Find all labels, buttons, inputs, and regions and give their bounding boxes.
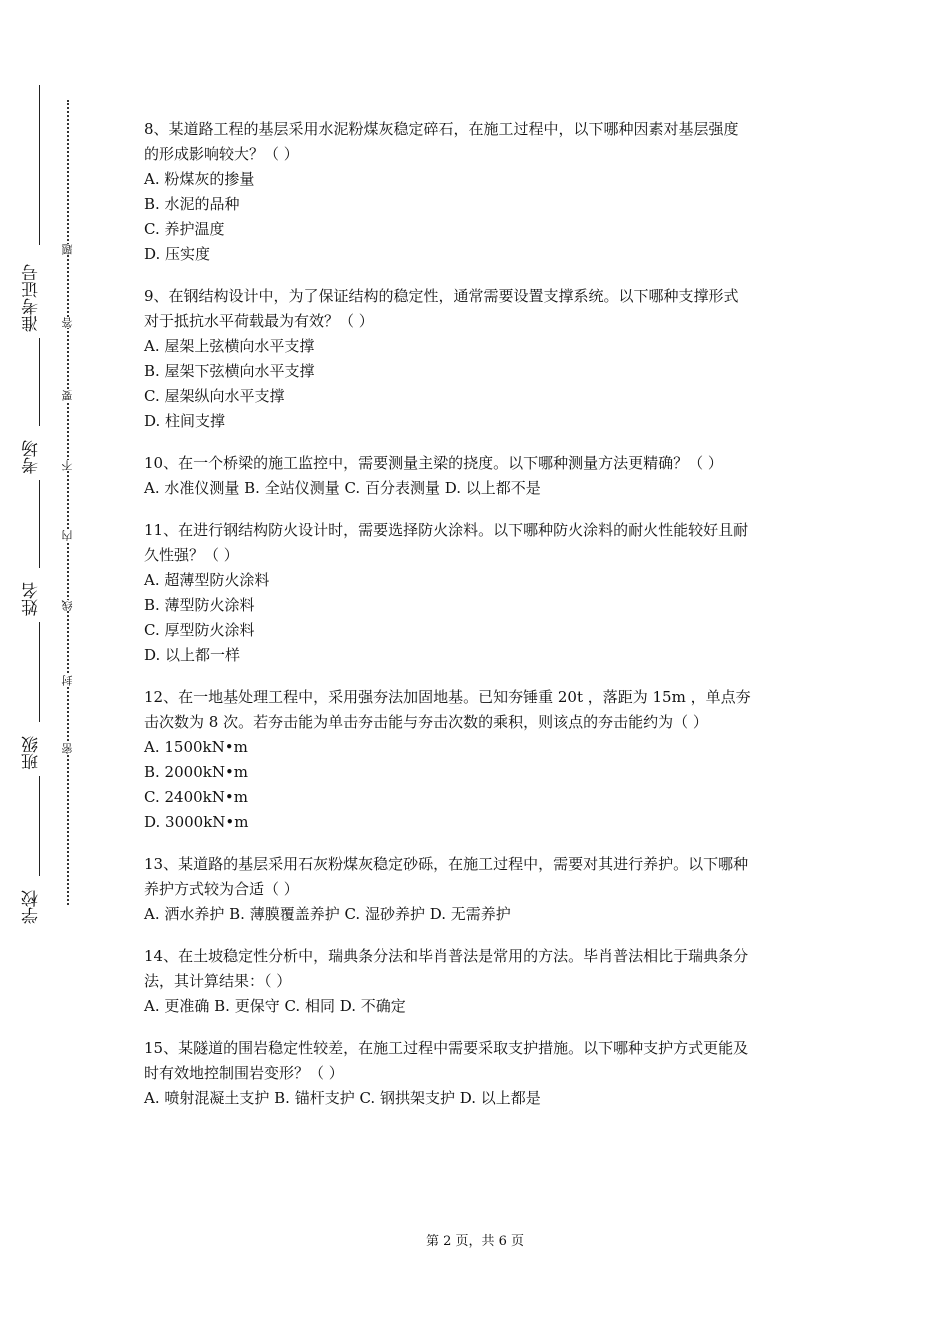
option-a: A. 1500kN•m (144, 738, 248, 756)
option-a: A. 粉煤灰的掺量 (144, 170, 255, 188)
questions-body (144, 117, 816, 1128)
margin-line (39, 480, 40, 568)
margin-line (39, 622, 40, 722)
option-d: D. 以上都一样 (144, 646, 241, 664)
question-line: 10、在一个桥梁的施工监控中，需要测量主梁的挠度。以下哪种测量方法更精确？（ ） (144, 454, 723, 472)
seal-char: 题 (61, 244, 74, 255)
question-11 (144, 518, 816, 668)
question-line: 击次数为 8 次。若夯击能为单击夯击能与夯击次数的乘积，则该点的夯击能约为（ ） (144, 713, 708, 731)
margin-line (39, 85, 40, 245)
name-label: 姓名 (22, 582, 42, 616)
option-d: D. 3000kN•m (144, 813, 249, 831)
exam-site-label: 考场 (22, 440, 42, 474)
seal-dotted-line (67, 100, 69, 905)
option-d: D. 压实度 (144, 245, 211, 263)
question-line: 12、在一地基处理工程中，采用强夯法加固地基。已知夯锤重 20t ，落距为 15m ，单点夯 (144, 688, 751, 706)
question-10 (144, 451, 816, 501)
school-label: 学校 (22, 890, 42, 924)
question-line: 时有效地控制围岩变形？（ ） (144, 1064, 344, 1082)
seal-char: 线 (61, 600, 74, 611)
question-line: 14、在土坡稳定性分析中，瑞典条分法和毕肖普法是常用的方法。毕肖普法相比于瑞典条分 (144, 947, 749, 965)
option-c: C. 厚型防火涂料 (144, 621, 255, 639)
option-c: C. 屋架纵向水平支撑 (144, 387, 285, 405)
options-inline: A. 洒水养护 B. 薄膜覆盖养护 C. 湿砂养护 D. 无需养护 (144, 905, 511, 923)
question-line: 久性强？（ ） (144, 546, 239, 564)
option-b: B. 薄型防火涂料 (144, 596, 255, 614)
question-9 (144, 284, 816, 434)
question-14 (144, 944, 816, 1019)
question-line: 15、某隧道的围岩稳定性较差，在施工过程中需要采取支护措施。以下哪种支护方式更能及 (144, 1039, 749, 1057)
question-line: 法，其计算结果：（ ） (144, 972, 292, 990)
option-a: A. 屋架上弦横向水平支撑 (144, 337, 315, 355)
question-13 (144, 852, 816, 927)
margin-line (39, 338, 40, 426)
question-8 (144, 117, 816, 267)
options-inline: A. 更准确 B. 更保守 C. 相同 D. 不确定 (144, 997, 406, 1015)
question-12 (144, 685, 816, 835)
page-footer: 第 2 页，共 6 页 (425, 1234, 525, 1249)
options-inline: A. 喷射混凝土支护 B. 锚杆支护 C. 钢拱架支护 D. 以上都是 (144, 1089, 541, 1107)
exam-id-label: 准考证号 (22, 264, 42, 332)
option-c: C. 2400kN•m (144, 788, 248, 806)
seal-char: 密 (61, 743, 74, 754)
seal-char: 封 (61, 675, 74, 686)
question-line: 9、在钢结构设计中，为了保证结构的稳定性，通常需要设置支撑系统。以下哪种支撑形式 (144, 287, 739, 305)
question-line: 8、某道路工程的基层采用水泥粉煤灰稳定碎石，在施工过程中，以下哪种因素对基层强度 (144, 120, 739, 138)
option-b: B. 2000kN•m (144, 763, 249, 781)
options-inline: A. 水准仪测量 B. 全站仪测量 C. 百分表测量 D. 以上都不是 (144, 479, 541, 497)
class-label: 班级 (22, 736, 42, 770)
margin-line (39, 776, 40, 876)
seal-char: 答 (61, 317, 74, 328)
seal-char: 不 (61, 460, 74, 471)
option-a: A. 超薄型防火涂料 (144, 571, 270, 589)
question-line: 13、某道路的基层采用石灰粉煤灰稳定砂砾，在施工过程中，需要对其进行养护。以下哪种 (144, 855, 749, 873)
question-line: 对于抵抗水平荷载最为有效？（ ） (144, 312, 374, 330)
option-c: C. 养护温度 (144, 220, 225, 238)
option-d: D. 柱间支撑 (144, 412, 226, 430)
question-line: 的形成影响较大？（ ） (144, 145, 299, 163)
question-line: 养护方式较为合适（ ） (144, 880, 299, 898)
seal-char: 要 (61, 390, 74, 401)
option-b: B. 屋架下弦横向水平支撑 (144, 362, 315, 380)
question-line: 11、在进行钢结构防火设计时，需要选择防火涂料。以下哪种防火涂料的耐火性能较好且耐 (144, 521, 749, 539)
option-b: B. 水泥的品种 (144, 195, 240, 213)
binding-margin (0, 0, 110, 1344)
question-15 (144, 1036, 816, 1111)
seal-char: 内 (61, 530, 74, 541)
